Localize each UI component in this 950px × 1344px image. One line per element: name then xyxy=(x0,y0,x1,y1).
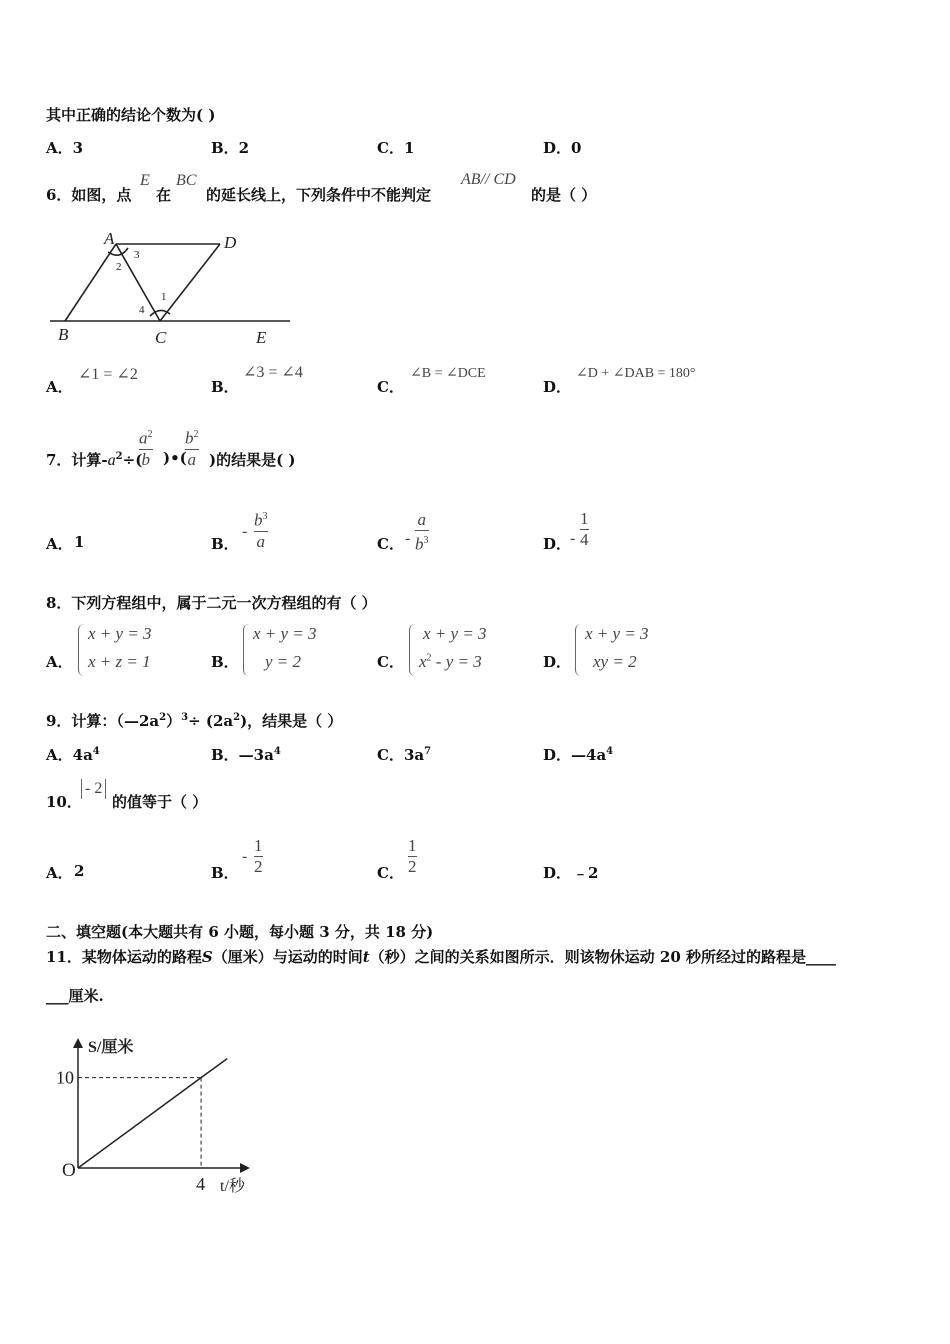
q7-option-d-letter: D． xyxy=(543,535,572,553)
q7-option-b-fraction xyxy=(254,508,268,551)
q8-c-row2-sup: 2 xyxy=(426,652,432,664)
q6-figure xyxy=(50,226,300,351)
q11-line1-b: （厘米）与运动的时间 xyxy=(212,948,363,966)
q7-b-num-sup: 3 xyxy=(262,511,268,522)
fig-label-d: D xyxy=(224,233,237,252)
q9-mid2: ÷ (2a xyxy=(188,712,234,730)
q10-b-den: 2 xyxy=(254,857,263,876)
q6-option-a-letter: A． xyxy=(46,378,73,396)
q9-option-c xyxy=(377,744,431,765)
q5-option-d: D．0 xyxy=(543,139,582,157)
q11-line-1 xyxy=(46,946,836,967)
q7-f2-num-sup: 2 xyxy=(193,429,199,440)
q8-option-a-letter: A． xyxy=(46,653,73,671)
chart-x-label: t/秒 xyxy=(220,1178,245,1195)
q5-option-b: B．2 xyxy=(211,139,250,157)
fig-label-a: A xyxy=(104,229,115,248)
fig-angle-3: 3 xyxy=(134,249,140,261)
q11-var-s: S xyxy=(201,948,213,966)
q8-d-row1: x + y = 3 xyxy=(585,624,649,643)
q9-text xyxy=(46,710,342,731)
q10-option-a-letter: A． xyxy=(46,864,73,882)
q7-f1-num-sup: 2 xyxy=(147,429,153,440)
q11-line1-a: 11．某物体运动的路程 xyxy=(46,948,202,966)
q8-option-c-letter: C． xyxy=(377,653,404,671)
q11-line-2: ___厘米. xyxy=(46,987,104,1005)
fig-label-e: E xyxy=(256,328,267,347)
q7-prefix-text: 7．计算- xyxy=(46,451,108,469)
q7-fraction-2 xyxy=(185,426,199,469)
q7-sup: 2 xyxy=(115,451,123,462)
q7-f1-den: b xyxy=(141,449,150,469)
q6-mid2: 的延长线上，下列条件中不能判定 xyxy=(206,186,432,204)
q10-option-a-value: 2 xyxy=(74,862,85,880)
q7-option-c-letter: C． xyxy=(377,535,404,553)
q9-suffix: )，结果是（ ） xyxy=(240,712,343,730)
q10-option-d-letter: D． xyxy=(543,864,572,882)
q7-div: ÷( xyxy=(122,451,143,469)
fig-label-b: B xyxy=(58,325,69,344)
q6-mid1: 在 xyxy=(156,186,172,204)
q9-a-sup: 4 xyxy=(92,746,100,757)
q10-option-c-fraction xyxy=(408,837,417,876)
q8-option-d-letter: D． xyxy=(543,653,572,671)
q11-line1-c: （秒）之间的关系如图所示．则该物休运动 20 秒所经过的路程是____ xyxy=(369,948,836,966)
q8-option-b-letter: B． xyxy=(211,653,239,671)
q7-b-den: a xyxy=(256,531,265,551)
chart-x-arrow xyxy=(240,1163,250,1173)
q8-d-row2: xy = 2 xyxy=(593,652,637,671)
q11-distance-time-chart xyxy=(50,1030,290,1200)
q10-c-num: 1 xyxy=(408,836,417,855)
q7-f2-num: b xyxy=(185,428,194,448)
fig-angle-4: 4 xyxy=(139,304,145,316)
q7-option-c-sign: - xyxy=(405,530,411,547)
q7-option-a-letter: A． xyxy=(46,535,73,553)
q7-d-den: 4 xyxy=(580,530,589,549)
chart-series-line xyxy=(78,1059,227,1168)
q5-option-c: C．1 xyxy=(377,139,415,157)
q10-option-b-letter: B． xyxy=(211,864,239,882)
q10-option-b-sign: - xyxy=(242,848,248,865)
q9-option-d xyxy=(543,744,613,765)
q9-c-label: C．3a xyxy=(377,746,425,764)
q7-var-a: a xyxy=(107,452,116,469)
q7-fraction-1 xyxy=(139,426,153,469)
q7-f2-den: a xyxy=(187,449,196,469)
q9-d-label: D．—4a xyxy=(543,746,607,764)
q10-number: 10． xyxy=(46,793,82,811)
q7-c-num: a xyxy=(417,510,426,529)
q8-a-row1: x + y = 3 xyxy=(88,624,152,643)
q6-prefix: 6．如图，点 xyxy=(46,186,132,204)
q6-segment-bc: BC xyxy=(176,172,197,189)
q9-d-sup: 4 xyxy=(606,746,614,757)
section-2-title: 二、填空题(本大题共有 6 小题，每小题 3 分，共 18 分) xyxy=(46,923,434,941)
chart-y-label: S/厘米 xyxy=(88,1039,134,1056)
fig-label-c: C xyxy=(155,328,167,347)
q9-sup2: 3 xyxy=(181,712,189,723)
q9-a-label: A．4a xyxy=(46,746,93,764)
fig-angle-1: 1 xyxy=(161,291,167,303)
q10-option-d-value: ﹣2 xyxy=(573,864,599,882)
q6-option-d-letter: D． xyxy=(543,378,572,396)
q7-prefix xyxy=(46,449,142,470)
q5-tail-text: 其中正确的结论个数为( ) xyxy=(46,106,216,124)
q10-abs-value: - 2 xyxy=(81,779,106,799)
q9-option-a xyxy=(46,744,100,765)
q6-option-b-letter: B． xyxy=(211,378,239,396)
q10-c-den: 2 xyxy=(408,857,417,876)
q7-option-b-letter: B． xyxy=(211,535,239,553)
q6-parallel: AB// CD xyxy=(461,171,516,188)
q6-option-a-expr: ∠1 = ∠2 xyxy=(78,366,138,383)
q5-option-a: A．3 xyxy=(46,139,84,157)
q10-suffix: 的值等于（ ） xyxy=(112,793,208,811)
q10-option-c-letter: C． xyxy=(377,864,404,882)
q10-option-b-fraction xyxy=(254,837,263,876)
q7-c-den: b xyxy=(415,534,424,554)
q8-c-row2-x: x xyxy=(419,652,427,671)
q8-b-row2: y = 2 xyxy=(265,652,302,671)
q7-f1-num: a xyxy=(139,428,148,448)
q9-sup3: 2 xyxy=(233,712,241,723)
q6-suffix: 的是（ ） xyxy=(531,186,597,204)
q9-c-sup: 7 xyxy=(424,746,432,757)
q7-option-d-fraction xyxy=(580,510,589,549)
q9-mid1: ） xyxy=(166,712,182,730)
q7-d-num: 1 xyxy=(580,509,589,528)
q9-sup1: 2 xyxy=(159,712,167,723)
q7-option-d-sign: - xyxy=(570,530,576,547)
fig-angle-2: 2 xyxy=(116,261,122,273)
q10-b-num: 1 xyxy=(254,836,263,855)
q9-option-b xyxy=(211,744,281,765)
q8-b-row1: x + y = 3 xyxy=(253,624,317,643)
chart-x-tick-4: 4 xyxy=(196,1174,206,1194)
q6-point-e: E xyxy=(140,172,150,189)
q6-option-c-expr: ∠B = ∠DCE xyxy=(410,366,486,381)
q6-option-b-expr: ∠3 = ∠4 xyxy=(243,364,303,381)
q8-c-row1: x + y = 3 xyxy=(423,624,487,643)
q9-b-sup: 4 xyxy=(273,746,281,757)
q9-b-label: B．—3a xyxy=(211,746,274,764)
q6-option-d-expr: ∠D + ∠DAB = 180° xyxy=(576,366,696,381)
chart-y-arrow xyxy=(73,1038,83,1048)
q8-text: 8．下列方程组中，属于二元一次方程组的有（ ） xyxy=(46,594,377,612)
q7-option-a-value: 1 xyxy=(74,533,85,551)
chart-y-tick-10: 10 xyxy=(56,1067,74,1088)
q6-option-c-letter: C． xyxy=(377,378,404,396)
chart-origin-label: O xyxy=(62,1160,76,1181)
q7-b-num: b xyxy=(254,510,263,530)
q8-a-row2: x + z = 1 xyxy=(88,652,151,671)
q11-var-t: t xyxy=(362,948,370,966)
q7-suffix: )的结果是( ) xyxy=(209,451,296,469)
q7-c-den-sup: 3 xyxy=(423,535,429,546)
q8-c-row2-rest: - y = 3 xyxy=(431,652,482,671)
q7-dot: )•( xyxy=(163,449,187,467)
q9-prefix: 9．计算：（—2a xyxy=(46,712,160,730)
q7-option-c-fraction xyxy=(415,511,429,554)
q7-option-b-sign: - xyxy=(242,523,248,540)
